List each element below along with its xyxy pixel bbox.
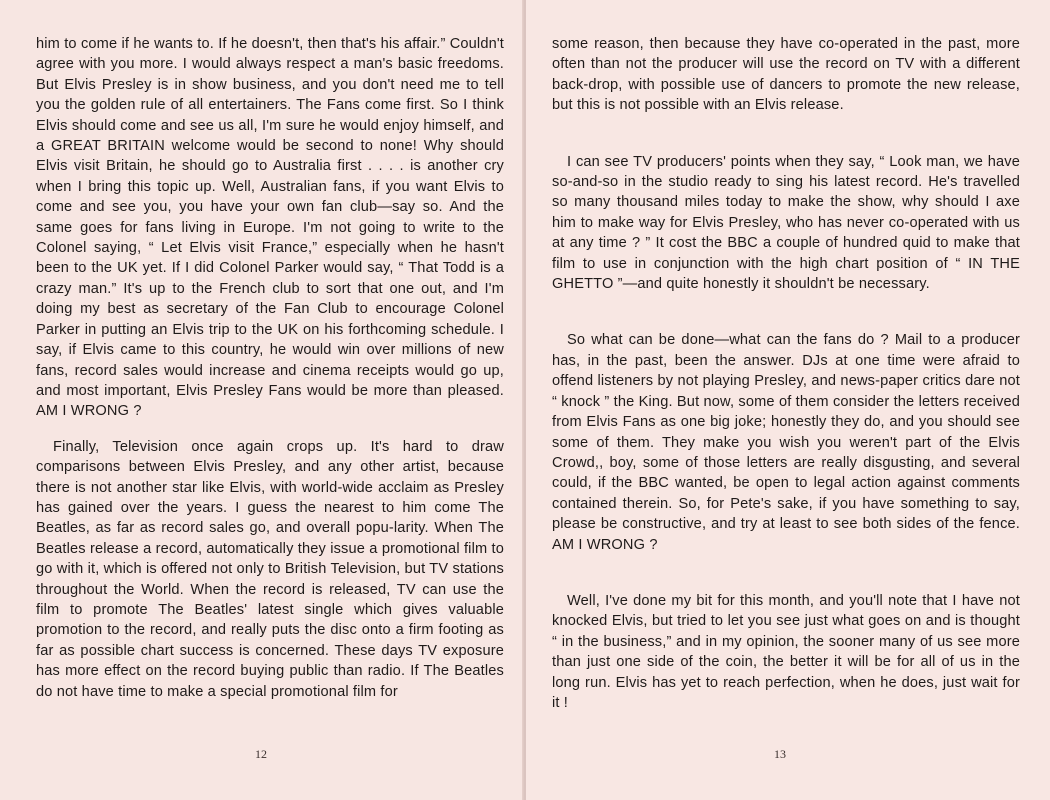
left-paragraph-1: him to come if he wants to. If he doesn't, then that's his affair.” Couldn't agree with you more. I would always respect a man's basic freedoms. But Elvis Presley is in show business, and you don't need me to tell you the golden rule of all entertainers. The Fans come first. So I think Elvis should come and see us all, I'm sure he would enjoy himself, and a GREAT BRITAIN welcome would be second to none! Why should Elvis visit Britain, he should go to Australia first . . . . is another cry when I bring this topic up. Well, Australian fans, if you want Elvis to come and see you, you have your own fan club—say so. And the same goes for fans living in Europe. I'm not going to write to the Colonel saying, “ Let Elvis visit France,” especially when he hasn't been to the UK yet. If I did Colonel Parker would say, “ That Todd is a crazy man.” It's up to the French club to sort that one out, and I'm doing my best as secretary of the Fan Club to encourage Colonel Parker in putting an Elvis trip to the UK on his forthcoming schedule. I say, if Elvis came to this country, he would win over millions of new fans, record sales would increase and cinema receipts would go up, and most important, Elvis Presley Fans would be more than pleased. AM I WRONG ? xyxy=(36,36,504,420)
right-paragraph-2: I can see TV producers' points when they say, “ Look man, we have so-and-so in the studio ready to sing his latest record. He's travelled so many thousand miles today to make the show, why should I axe him to make way for Elvis Presley, who has never co-operated with us at any time ? ” It cost the BBC a couple of hundred quid to make that film to use in conjunction with the high chart position of “ IN THE GHETTO ”—and quite honestly it shouldn't be necessary. xyxy=(552,153,1020,293)
page-number-right: 13 xyxy=(774,747,786,761)
left-paragraph-2: Finally, Television once again crops up. It's hard to draw comparisons between Elvis Presley, and any other artist, because there is not another star like Elvis, with world-wide acclaim as Presley has gained over the years. I guess the nearest to him come The Beatles, as far as record sales go, and overall popu-larity. When The Beatles release a record, automatically they issue a promotional film to go with it, which is offered not only to British Television, but TV stations throughout the World. When the record is released, TV can use the film to promote The Beatles' latest single which gives valuable promotion to the record, and really puts the disc onto a firm footing as far as possible chart success is concerned. These days TV exposure has more effect on the record buying public than radio. If The Beatles do not have time to make a special promotional film for xyxy=(36,438,504,700)
right-paragraph-1: some reason, then because they have co-operated in the past, more often than not the producer will use the record on TV with a different back-drop, with possible use of dancers to promote the new release, but this is not possible with an Elvis release. xyxy=(552,36,1020,114)
right-paragraph-3: So what can be done—what can the fans do ? Mail to a producer has, in the past, been the answer. DJs at one time were afraid to offend listeners by not playing Presley, and news-paper critics dare not “ knock ” the King. But now, some of them consider the letters received from Elvis Fans as one big joke; honestly they do, and you should see some of them. They make you wish you weren't part of the Elvis Crowd,, boy, some of those letters are really disgusting, and several could, if the BBC wanted, be open to legal action against comments contained therein. So, for Pete's sake, if you have something to say, please be constructive, and try at least to see both sides of the fence. AM I WRONG ? xyxy=(552,332,1020,553)
right-page xyxy=(526,0,1050,800)
right-paragraph-4: Well, I've done my bit for this month, and you'll note that I have not knocked Elvis, but tried to let you see just what goes on and is thought “ in the business,” and in my opinion, the sooner many of us see more than just one side of the coin, the better it will be for all of us in the long run. Elvis has yet to reach perfection, when he does, just wait for it ! xyxy=(552,592,1020,711)
left-page xyxy=(0,0,524,800)
page-number-left: 12 xyxy=(255,747,267,761)
